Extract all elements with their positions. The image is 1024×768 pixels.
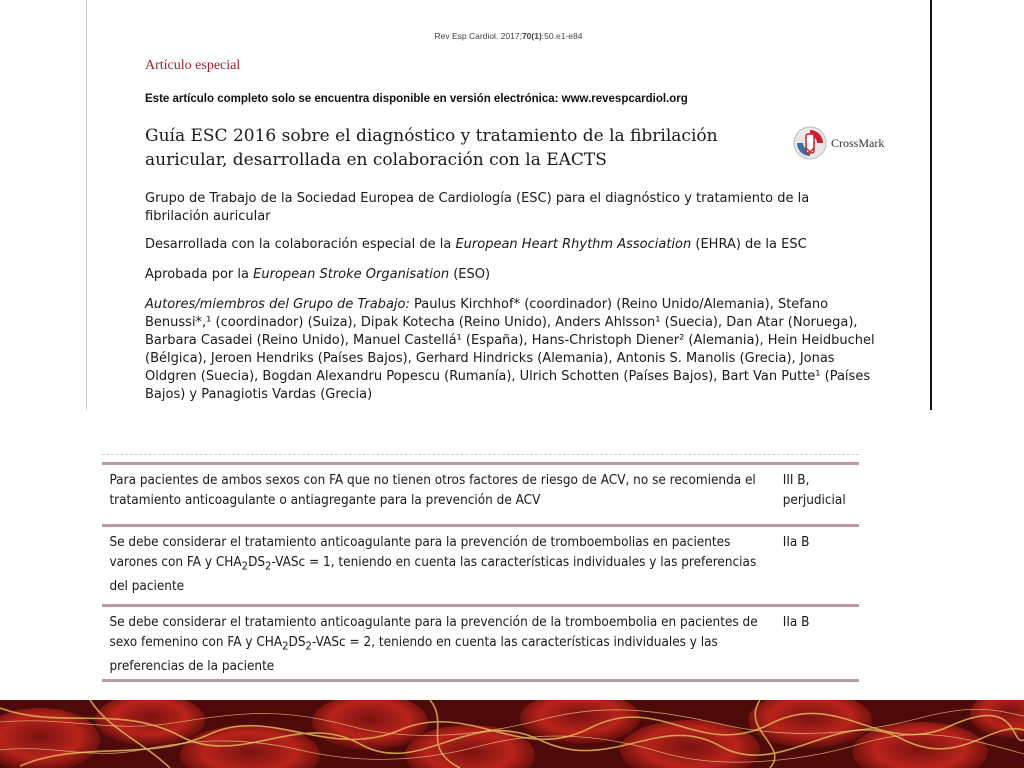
working-group: Grupo de Trabajo de la Sociedad Europea de Cardiología (ESC) para el diagnóstico y tratamiento de la fibrilación auricular <box>145 191 810 224</box>
recommendation-text: Se debe considerar el tratamiento anticoagulante para la prevención de la tromboembolia en pacientes de sexo femenino con FA y $CHA_2DS_2$-VASc = 2, teniendo en cuenta las características individuales y las preferencias de la paciente <box>109 615 758 674</box>
article-title: Guía ESC 2016 sobre el diagnóstico y tratamiento de la fibrilación auricular, desarrollada en colaboración con la EACTS <box>145 126 718 170</box>
crossmark-label: CrossMark <box>831 135 885 150</box>
table-row <box>102 462 859 524</box>
authors-list <box>145 296 890 404</box>
table-row <box>102 524 859 604</box>
table-top-edge <box>102 454 859 462</box>
blood-cells-image <box>0 700 1024 768</box>
authors-label: Autores/miembros del Grupo de Trabajo: <box>145 297 410 312</box>
developed-with: Desarrollada con la colaboración especial de la European Heart Rhythm Association (EHRA) de la ESC <box>145 237 807 252</box>
recommendation-text: Se debe considerar el tratamiento anticoagulante para la prevención de tromboembolias en pacientes varones con FA y $CHA_2DS_2$-VASc = 1, teniendo en cuenta las características individuales y las preferencias del paciente <box>109 535 757 594</box>
electronic-notice: Este artículo completo solo se encuentra disponible en versión electrónica: www.revespcardiol.org <box>145 93 688 105</box>
article-excerpt <box>86 0 932 410</box>
recommendation-class: IIa B <box>782 615 810 630</box>
recommendation-class: III B, perjudicial <box>782 473 846 508</box>
journal-citation: Rev Esp Cardiol. 2017;70(1):50.e1-e84 <box>434 31 583 41</box>
authors-names: Paulus Kirchhof* (coordinador) (Reino Unido/Alemania), Stefano Benussi*,¹ (coordinador) (Suiza), Dipak Kotecha (Reino Unido), Anders Ahlsson¹ (Suecia), Dan Atar (Noruega), Barbara Casadei (Reino Unido), Manuel Castellá¹ (España), Hans-Christoph Diener² (Alemania), Hein Heidbuchel (Bélgica), Jeroen Hendriks (Países Bajos), Gerhard Hindricks (Alemania), Antonis S. Manolis (Grecia), Jonas Oldgren (Suecia), Bogdan Alexandru Popescu (Rumanía), Ulrich Schotten (Países Bajos), Bart Van Putte¹ (Países Bajos) y Panagiotis Vardas (Grecia) <box>145 297 875 402</box>
recommendation-class: IIa B <box>782 535 810 550</box>
blood-cells-illustration <box>0 700 1024 768</box>
approved-by: Aprobada por la European Stroke Organisation (ESO) <box>145 267 491 282</box>
crossmark-badge[interactable] <box>793 126 884 160</box>
recommendation-text: Para pacientes de ambos sexos con FA que no tienen otros factores de riesgo de ACV, no se recomienda el tratamiento anticoagulante o antiagregante para la prevención de ACV <box>109 473 756 508</box>
crossmark-icon <box>793 126 827 160</box>
table-row <box>102 604 859 682</box>
section-label: Artículo especial <box>145 58 241 73</box>
recommendations-table <box>102 454 859 682</box>
